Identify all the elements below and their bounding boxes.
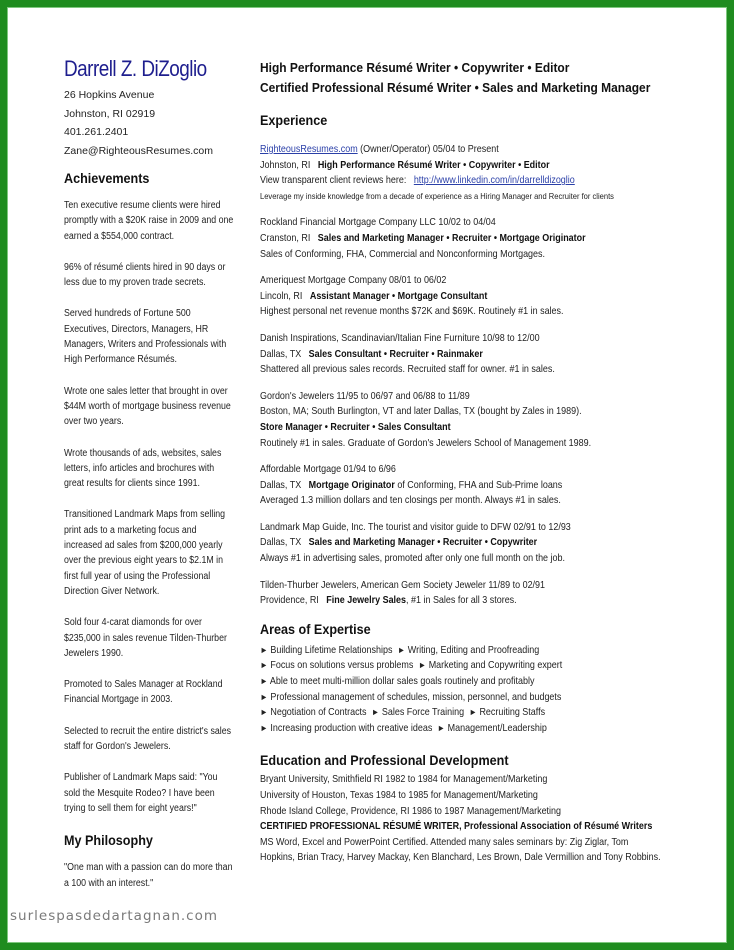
- job-entry: [260, 389, 700, 451]
- job-title: High Performance Résumé Writer • Copywriter • Editor: [317, 159, 550, 171]
- achievement-item: Sold four 4-carat diamonds for over $235,000 in sales revenue Tilden-Thurber Jewelers 1990.: [64, 617, 227, 659]
- site-watermark: surlespasdedartagnan.com: [10, 908, 219, 924]
- job-detail: [260, 173, 647, 189]
- job-title-line: [260, 420, 647, 436]
- job-location-title: [260, 478, 647, 494]
- job-location: Dallas, TX: [260, 537, 302, 549]
- triangle-bullet-icon: ►: [260, 660, 268, 671]
- expertise-item: Recruiting Staffs: [479, 707, 546, 719]
- achievement-item: Wrote one sales letter that brought in over $44M worth of mortgage business revenue over two years.: [64, 385, 231, 428]
- company-website-link[interactable]: RighteousResumes.com: [260, 144, 358, 155]
- philosophy-quote: "One man with a passion can do more than a 100 with an interest.": [64, 862, 233, 889]
- job-company: Tilden-Thurber Jewelers, American Gem Society Jeweler 11/89 to 02/91: [260, 579, 546, 591]
- expertise-line: [260, 658, 647, 674]
- expertise-item: Negotiation of Contracts: [270, 707, 367, 719]
- expertise-line: [260, 690, 647, 706]
- job-company: Landmark Map Guide, Inc. The tourist and visitor guide to DFW 02/91 to 12/93: [260, 521, 571, 533]
- left-column: [64, 56, 234, 891]
- job-location-title: [260, 347, 647, 363]
- expertise-line: [260, 705, 647, 721]
- job-location: Johnston, RI: [260, 159, 311, 171]
- address-line-1: 26 Hopkins Avenue: [64, 89, 155, 101]
- phone-number: 401.261.2401: [64, 126, 129, 138]
- job-title: Sales Consultant • Recruiter • Rainmaker: [308, 348, 483, 360]
- headline-primary: High Performance Résumé Writer • Copywriter • Editor: [260, 60, 570, 75]
- job-company: Danish Inspirations, Scandinavian/Italian Fine Furniture 10/98 to 12/00: [260, 332, 540, 344]
- linkedin-link[interactable]: http://www.linkedin.com/in/darrelldizoglio: [413, 175, 575, 187]
- job-detail: Always #1 in advertising sales, promoted after only one full month on the job.: [260, 553, 565, 565]
- triangle-bullet-icon: ►: [371, 707, 380, 718]
- job-location-title: [260, 231, 647, 247]
- achievement-item: Transitioned Landmark Maps from selling print ads to a marketing focus and increased ad sales from $200,000 yearly over the previous eight years to $2.1M in first full year of using the Professional Direction Giver Network.: [64, 509, 226, 597]
- job-entry: [260, 331, 700, 378]
- job-location: Lincoln, RI: [260, 290, 303, 302]
- triangle-bullet-icon: ►: [260, 691, 268, 702]
- job-company: Rockland Financial Mortgage Company LLC 10/02 to 04/04: [260, 217, 496, 229]
- expertise-item: Management/Leadership: [447, 722, 547, 734]
- job-title: Fine Jewelry Sales: [326, 595, 407, 607]
- candidate-name: Darrell Z. DiZoglio: [64, 56, 207, 81]
- job-title: Store Manager • Recruiter • Sales Consultant: [260, 421, 451, 433]
- achievement-item: Promoted to Sales Manager at Rockland Financial Mortgage in 2003.: [64, 679, 223, 706]
- job-location: Cranston, RI: [260, 232, 311, 244]
- education-item: Rhode Island College, Providence, RI 1986 to 1987 Management/Marketing: [260, 805, 562, 817]
- expertise-item: Writing, Editing and Proofreading: [407, 644, 540, 656]
- achievement-item: Served hundreds of Fortune 500 Executives, Directors, Managers, HR Managers, Writers and Professionals with High Performance Résumés.: [64, 308, 227, 366]
- job-location: Providence, RI: [260, 595, 319, 607]
- job-entry: [260, 520, 700, 567]
- expertise-item: Building Lifetime Relationships: [270, 644, 393, 656]
- job-company-line: [260, 142, 647, 158]
- triangle-bullet-icon: ►: [418, 660, 427, 671]
- reviews-prefix: View transparent client reviews here:: [260, 175, 407, 187]
- education-heading: Education and Professional Development: [260, 752, 509, 769]
- expertise-item: Sales Force Training: [381, 707, 465, 719]
- certification-line: [260, 819, 653, 835]
- expertise-item: Increasing production with creative ideas: [270, 722, 433, 734]
- job-location-title: [260, 158, 647, 174]
- job-dates: (Owner/Operator) 05/04 to Present: [357, 144, 499, 155]
- job-location: Dallas, TX: [260, 348, 302, 360]
- job-entry: [260, 215, 700, 262]
- achievement-item: Ten executive resume clients were hired promptly with a $20K raise in 2009 and one earned a $554,000 contract.: [64, 200, 234, 242]
- job-detail-note: Leverage my inside knowledge from a decade of experience as a Hiring Manager and Recruiter for clients: [260, 190, 614, 201]
- job-entry: [260, 273, 700, 320]
- expertise-heading: Areas of Expertise: [260, 620, 371, 637]
- expertise-line: [260, 643, 647, 659]
- training-line-1: MS Word, Excel and PowerPoint Certified. Attended many sales seminars by: Zig Ziglar, Tom: [260, 836, 629, 848]
- job-entry: [260, 462, 700, 509]
- job-detail: Routinely #1 in sales. Graduate of Gordon's Jewelers School of Management 1989.: [260, 437, 592, 449]
- headline-secondary: Certified Professional Résumé Writer • Sales and Marketing Manager: [260, 80, 651, 95]
- job-location: Boston, MA; South Burlington, VT and later Dallas, TX (bought by Zales in 1989).: [260, 406, 582, 418]
- achievements-heading: Achievements: [64, 170, 150, 186]
- job-title-suffix: of Conforming, FHA and Sub-Prime loans: [394, 479, 563, 491]
- expertise-line: [260, 721, 647, 737]
- expertise-item: Focus on solutions versus problems: [270, 660, 414, 672]
- triangle-bullet-icon: ►: [260, 676, 268, 687]
- job-location: Dallas, TX: [260, 479, 302, 491]
- job-company: Gordon's Jewelers 11/95 to 06/97 and 06/88 to 11/89: [260, 390, 470, 402]
- training-line-2: Hopkins, Brian Tracy, Harvey Mackay, Ken Blanchard, Les Brown, Dale Vermillion and Tony Robbins.: [260, 852, 661, 864]
- expertise-line: [260, 674, 647, 690]
- job-detail: Highest personal net revenue months $72K and $69K. Routinely #1 in sales.: [260, 306, 564, 318]
- certification: CERTIFIED PROFESSIONAL RÉSUMÉ WRITER, Professional Association of Résumé Writers: [260, 821, 653, 833]
- education-item: Bryant University, Smithfield RI 1982 to 1984 for Management/Marketing: [260, 774, 548, 786]
- triangle-bullet-icon: ►: [469, 707, 477, 718]
- right-column: [260, 58, 700, 866]
- triangle-bullet-icon: ►: [260, 644, 268, 655]
- achievement-item: Selected to recruit the entire district's sales staff for Gordon's Jewelers.: [64, 725, 232, 753]
- achievement-item: Wrote thousands of ads, websites, sales letters, info articles and brochures with great results for clients since 1991.: [64, 447, 222, 490]
- achievement-item: 96% of résumé clients hired in 90 days or less due to my proven trade secrets.: [64, 261, 226, 289]
- email-link[interactable]: Zane@RighteousResumes.com: [64, 144, 213, 157]
- job-entry: [260, 142, 700, 204]
- job-location-title: [260, 535, 647, 551]
- job-title: Sales and Marketing Manager • Recruiter • Copywriter: [308, 537, 538, 549]
- job-detail: Sales of Conforming, FHA, Commercial and Nonconforming Mortgages.: [260, 248, 546, 260]
- triangle-bullet-icon: ►: [397, 644, 406, 655]
- triangle-bullet-icon: ►: [260, 722, 268, 733]
- job-entry: [260, 578, 700, 609]
- triangle-bullet-icon: ►: [260, 707, 268, 718]
- job-location-title: [260, 289, 647, 305]
- job-title-suffix: , #1 in Sales for all 3 stores.: [406, 595, 517, 607]
- expertise-item: Marketing and Copywriting expert: [428, 660, 563, 672]
- job-detail: Averaged 1.3 million dollars and ten closings per month. Always #1 in sales.: [260, 495, 561, 507]
- job-title: Sales and Marketing Manager • Recruiter • Mortgage Originator: [317, 232, 586, 244]
- address-line-2: Johnston, RI 02919: [64, 107, 156, 120]
- expertise-item: Able to meet multi-million dollar sales goals routinely and profitably: [269, 676, 535, 688]
- achievement-item: Publisher of Landmark Maps said: "You sold the Mesquite Rodeo? I have been trying to sell them for eight years!": [64, 772, 218, 814]
- education-item: University of Houston, Texas 1984 to 1985 for Management/Marketing: [260, 790, 538, 801]
- job-title: Assistant Manager • Mortgage Consultant: [309, 290, 488, 302]
- experience-heading: Experience: [260, 112, 328, 128]
- expertise-item: Professional management of schedules, mission, personnel, and budgets: [270, 691, 562, 703]
- job-company: Ameriquest Mortgage Company 08/01 to 06/02: [260, 275, 447, 287]
- job-location-title: [260, 593, 647, 609]
- job-detail: Shattered all previous sales records. Recruited staff for owner. #1 in sales.: [260, 364, 555, 376]
- job-title: Mortgage Originator: [308, 479, 395, 491]
- job-company: Affordable Mortgage 01/94 to 6/96: [260, 464, 396, 476]
- triangle-bullet-icon: ►: [437, 722, 446, 733]
- philosophy-heading: My Philosophy: [64, 832, 153, 849]
